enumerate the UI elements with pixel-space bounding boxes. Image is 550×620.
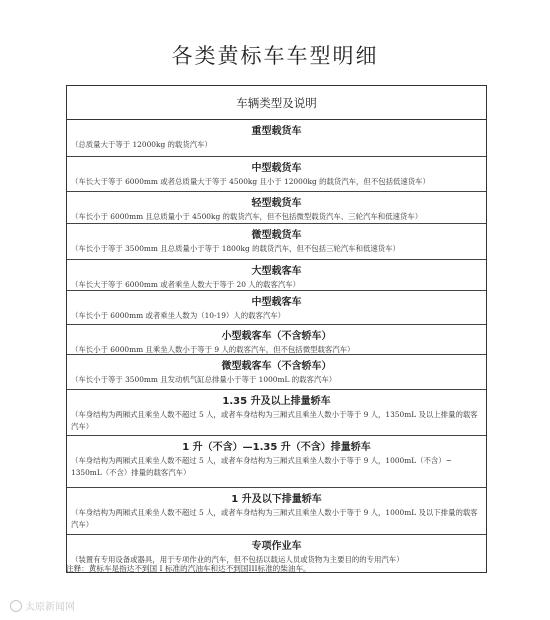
vehicle-type-name: 中型载货车 [251,163,302,174]
table-row [67,291,486,325]
vehicle-type-name: 1.35 升及以上排量轿车 [222,396,331,407]
vehicle-type-desc: （车长大于等于 6000mm 或者乘坐人数大于等于 20 人的载客汽车） [71,280,301,289]
vehicle-type-name: 大型载客车 [251,266,302,277]
vehicle-type-desc: （车身结构为两厢式且乘坐人数不超过 5 人，或者车身结构为三厢式且乘坐人数小于等于 9 人，1000mL 及以下排量的载客汽车） [71,508,478,529]
vehicle-type-desc: （车长小于 6000mm 或者乘坐人数为（10-19）人的载客汽车） [71,311,286,320]
vehicle-type-desc: （车身结构为两厢式且乘坐人数不超过 5 人，或者车身结构为三厢式且乘坐人数小于等于 9 人，1350mL 及以上排量的载客汽车） [71,410,478,431]
table-row [67,325,486,355]
table-row [67,120,486,157]
vehicle-type-desc: （车身结构为两厢式且乘坐人数不超过 5 人，或者车身结构为三厢式且乘坐人数小于等于 9 人，1000mL（不含）~ 1350mL（不含）排量的载客汽车） [71,456,452,477]
vehicle-type-name: 重型载货车 [251,126,302,137]
vehicle-type-desc: （总质量大于等于 12000kg 的载货汽车） [71,140,212,149]
vehicle-type-name: 1 升（不含）—1.35 升（不含）排量轿车 [182,442,371,453]
table-row [67,157,486,192]
vehicle-type-name: 小型载客车（不含轿车） [221,331,332,342]
table-row [67,390,486,436]
vehicle-type-name: 专项作业车 [251,541,302,552]
table-row [67,488,486,535]
vehicle-type-desc: （车长小于等于 3500mm 且发动机气缸总排量小于等于 1000mL 的载客汽车） [71,375,337,384]
table-row [67,260,486,291]
vehicle-type-name: 1 升及以下排量轿车 [231,494,322,505]
table-row [67,355,486,390]
vehicle-type-desc: （车长大于等于 6000mm 或者总质量大于等于 4500kg 且小于 12000kg 的载货汽车，但不包括低速货车） [71,177,430,186]
vehicle-type-name: 中型载客车 [251,297,302,308]
page-title: 各类黄标车车型明细 [171,44,379,68]
watermark [10,598,75,613]
vehicle-type-name: 微型载客车（不含轿车） [221,361,332,372]
vehicle-type-name: 微型载货车 [251,230,302,241]
table-row [67,224,486,260]
table-header: 车辆类型及说明 [67,86,486,120]
vehicle-type-desc: （车长小于等于 3500mm 且总质量小于等于 1800kg 的载货汽车，但不包括三轮汽车和低速货车） [71,244,400,253]
vehicle-type-desc: （车长小于 6000mm 且乘坐人数小于等于 9 人的载客汽车，但不包括微型载客汽车） [71,345,355,354]
vehicle-type-desc: （装置有专用设备或器具，用于专项作业的汽车，但不包括以载运人员或货物为主要目的的专用汽车） [71,555,404,564]
vehicle-type-desc: （车长小于 6000mm 且总质量小于 4500kg 的载货汽车，但不包括微型载货汽车、三轮汽车和低速货车） [71,212,423,221]
watermark-text: 太原新闻网 [25,602,75,613]
table-row [67,192,486,224]
watermark-logo-icon [10,600,22,612]
footnote: 注释：黄标车是指达不到国 I 标准的汽油车和达不到国III标准的柴油车。 [66,564,311,573]
table-row [67,436,486,488]
vehicle-type-table [66,85,487,573]
vehicle-type-name: 轻型载货车 [251,198,302,209]
